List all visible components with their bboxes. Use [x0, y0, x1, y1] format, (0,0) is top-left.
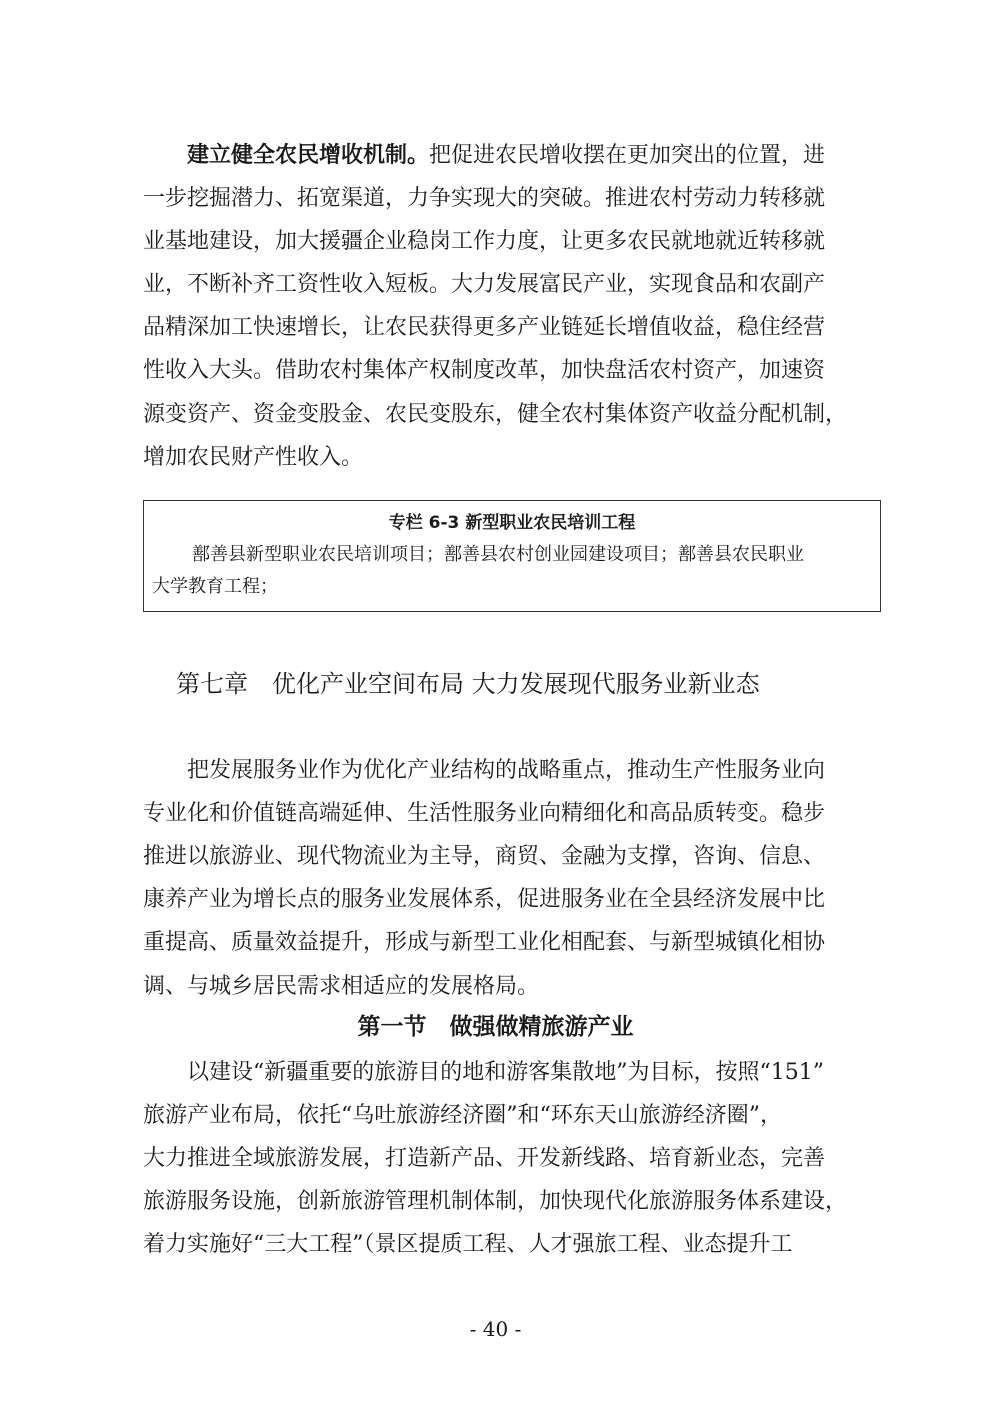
- para1-line-7: 源变资产、资金变股金、农民变股东，健全农村集体资产收益分配机制，: [143, 402, 848, 427]
- para1-line-1-text: 把促进农民增收摆在更加突出的位置，进: [429, 143, 826, 168]
- para1-lead: 建立健全农民增收机制。: [187, 143, 430, 168]
- para2-line-2: 专业化和价值链高端延伸、生活性服务业向精细化和高品质转变。稳步: [143, 801, 826, 826]
- para2-line-6: 调、与城乡居民需求相适应的发展格局。: [143, 974, 540, 999]
- para2-line-3: 推进以旅游业、现代物流业为主导，商贸、金融为支撑，咨询、信息、: [143, 844, 826, 869]
- chapter-title: 第七章 优化产业空间布局 大力发展现代服务业新业态: [176, 670, 760, 698]
- para3-line-1: 以建设“新疆重要的旅游目的地和游客集散地”为目标，按照“151”: [187, 1060, 824, 1085]
- para1-line-6: 性收入大头。借助农村集体产权制度改革，加快盘活农村资产，加速资: [143, 358, 826, 383]
- para1-line-2: 一步挖掘潜力、拓宽渠道，力争实现大的突破。推进农村劳动力转移就: [143, 186, 826, 211]
- para3-line-5: 着力实施好“三大工程”（景区提质工程、人才强旅工程、业态提升工: [143, 1232, 793, 1257]
- para3-line-2: 旅游产业布局，依托“乌吐旅游经济圈”和“环东天山旅游经济圈”，: [143, 1103, 782, 1128]
- page-number: - 40 -: [469, 1317, 522, 1341]
- column-box-title: 专栏 6-3 新型职业农民培训工程: [388, 513, 636, 533]
- para1-line-5: 品精深加工快速增长，让农民获得更多产业链延长增值收益，稳住经营: [143, 315, 826, 340]
- para3-line-3: 大力推进全域旅游发展，打造新产品、开发新线路、培育新业态，完善: [143, 1146, 826, 1171]
- para1-line-3: 业基地建设，加大援疆企业稳岗工作力度，让更多农民就地就近转移就: [143, 229, 826, 254]
- para1-line-1: [187, 141, 825, 171]
- para1-line-4: 业，不断补齐工资性收入短板。大力发展富民产业，实现食品和农副产: [143, 272, 826, 297]
- para2-line-4: 康养产业为增长点的服务业发展体系，促进服务业在全县经济发展中比: [143, 887, 826, 912]
- para1-line-8: 增加农民财产性收入。: [143, 445, 364, 470]
- column-box-line-2: 大学教育工程；: [152, 576, 278, 597]
- para2-line-1: 把发展服务业作为优化产业结构的战略重点，推动生产性服务业向: [187, 758, 826, 783]
- column-box: [143, 500, 881, 612]
- section-title: 第一节 做强做精旅游产业: [357, 1014, 634, 1040]
- para2-line-5: 重提高、质量效益提升，形成与新型工业化相配套、与新型城镇化相协: [143, 930, 826, 955]
- column-box-line-1: 鄯善县新型职业农民培训项目；鄯善县农村创业园建设项目；鄯善县农民职业: [192, 544, 804, 565]
- para3-line-4: 旅游服务设施，创新旅游管理机制体制，加快现代化旅游服务体系建设，: [143, 1189, 848, 1214]
